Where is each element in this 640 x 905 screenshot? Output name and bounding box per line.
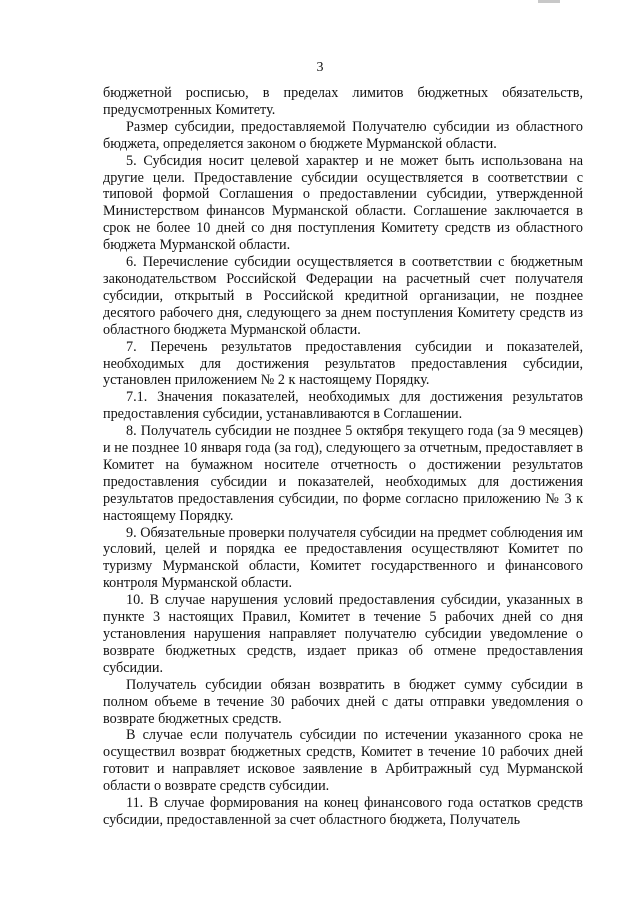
paragraph-subsidy-amount: Размер субсидии, предоставляемой Получателю субсидии из областного бюджета, определяется законом о бюджете Мурманской области. <box>103 118 583 152</box>
paragraph-8: 8. Получатель субсидии не позднее 5 октября текущего года (за 9 месяцев) и не позднее 10 января года (за год), следующего за отчетным, предоставляет в Комитет на бумажном носителе отчетность о достижении результатов предоставления субсидии и показателей, необходимых для достижения результатов предоставления субсидии, по форме согласно приложению № 3 к настоящему Порядку. <box>103 423 583 524</box>
document-body <box>103 85 583 829</box>
paragraph-court-claim: В случае если получатель субсидии по истечении указанного срока не осуществил возврат бюджетных средств, Комитет в течение 10 рабочих дней готовит и направляет исковое заявление в Арбитражный суд Мурманской области о возврате средств субсидии. <box>103 727 583 795</box>
paragraph-continuation: бюджетной росписью, в пределах лимитов бюджетных обязательств, предусмотренных Комитету. <box>103 85 583 118</box>
scan-mark <box>538 0 560 3</box>
paragraph-7: 7. Перечень результатов предоставления субсидии и показателей, необходимых для достижения результатов предоставления субсидии, установлен приложением № 2 к настоящему Порядку. <box>103 338 583 389</box>
paragraph-9: 9. Обязательные проверки получателя субсидии на предмет соблюдения им условий, целей и порядка ее предоставления осуществляют Комитет по туризму Мурманской области, Комитет государственного и финансового контроля Мурманской области. <box>103 524 583 592</box>
paragraph-refund-obligation: Получатель субсидии обязан возвратить в бюджет сумму субсидии в полном объеме в течение 30 рабочих дней с даты отправки уведомления о возврате бюджетных средств. <box>103 676 583 727</box>
paragraph-10: 10. В случае нарушения условий предоставления субсидии, указанных в пункте 3 настоящих Правил, Комитет в течение 5 рабочих дней со дня установления нарушения направляет получателю субсидии уведомление о возврате бюджетных средств, издает приказ об отмене предоставления субсидии. <box>103 592 583 676</box>
paragraph-6: 6. Перечисление субсидии осуществляется в соответствии с бюджетным законодательством Российской Федерации на расчетный счет получателя субсидии, открытый в Российской кредитной организации, не позднее десятого рабочего дня, следующего за днем поступления Комитету средств из областного бюджета Мурманской области. <box>103 254 583 338</box>
page-number: 3 <box>316 60 324 75</box>
paragraph-7-1: 7.1. Значения показателей, необходимых для достижения результатов предоставления субсидии, устанавливаются в Соглашении. <box>103 389 583 423</box>
paragraph-5: 5. Субсидия носит целевой характер и не может быть использована на другие цели. Предоставление субсидии осуществляется в соответствии с типовой формой Соглашения о предоставлении субсидии, утвержденной Министерством финансов Мурманской области. Соглашение заключается в срок не более 10 дней со дня поступления Комитету средств из областного бюджета Мурманской области. <box>103 152 583 254</box>
paragraph-11: 11. В случае формирования на конец финансового года остатков средств субсидии, предоставленной за счет областного бюджета, Получатель <box>103 795 583 828</box>
